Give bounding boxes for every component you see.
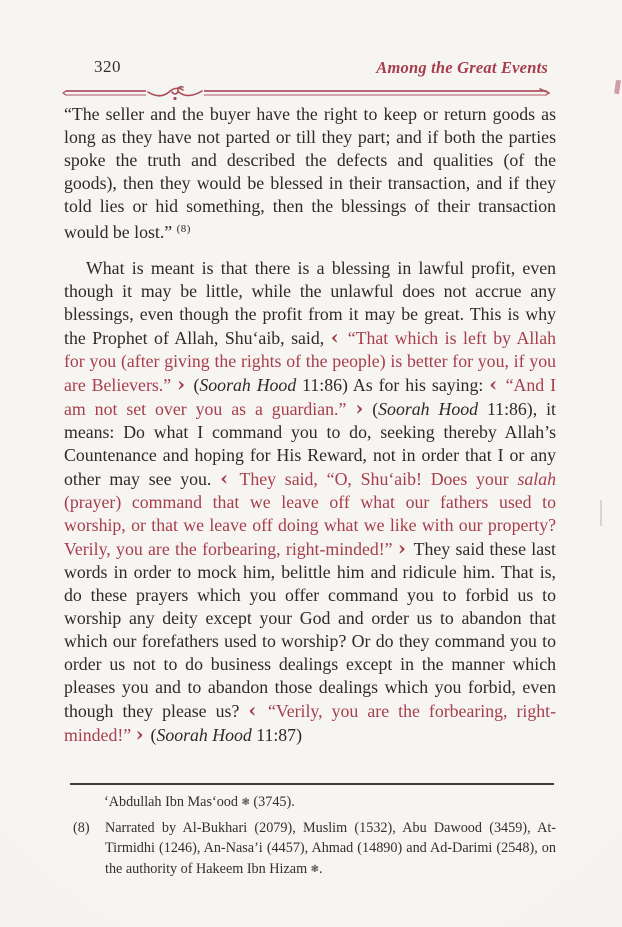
text-segment: Soorah Hood bbox=[199, 375, 297, 395]
text-segment: 11:86), it means: Do what I command you to do, seeking thereby Allah’s Countenance and hoping for His Reward, not in order that I or any other may see you. bbox=[64, 399, 556, 489]
quran-bracket-icon: › bbox=[355, 396, 364, 420]
text-segment: ‘Abdullah Ibn Mas‘ood bbox=[104, 794, 242, 810]
footnote-marker: (8) bbox=[73, 819, 90, 836]
text-segment: 11:86) As for his saying: bbox=[296, 375, 490, 395]
text-segment: (8) bbox=[176, 223, 191, 235]
header-rule bbox=[62, 83, 550, 103]
scan-artifact bbox=[600, 500, 602, 526]
text-segment: ( bbox=[150, 725, 157, 745]
footnote-rule bbox=[70, 783, 554, 785]
footnote-text bbox=[105, 818, 556, 881]
text-segment: Soorah Hood bbox=[156, 725, 252, 745]
text-segment: Narrated by Al-Bukhari (2079), Muslim (1532), Abu Dawood (3459), At-Tirmidhi (1246), An-Nasa’i (4457), Ahmad (14890) and Ad-Darimi (2548), on the authority of Hakeem Ibn Hizam bbox=[105, 819, 556, 877]
text-segment: What is meant is that there is a blessing in lawful profit, even though it may be little, while the unlawful does not accrue any blessings, even though the profit from it may be great. This is why the Prophet of Allah, Shu‘aib, said, bbox=[64, 258, 556, 348]
text-segment: “The seller and the buyer have the right to keep or return goods as long as they have not parted or till they part; and if both the parties spoke the truth and described the defects and qualities (of the goods), then they would be blessed in their transaction, and if they told lies or hid something, then the blessings of their transaction would be lost.” bbox=[64, 104, 556, 242]
body-text bbox=[64, 103, 556, 747]
honorific-icon: ❃ bbox=[310, 863, 319, 875]
text-segment: . bbox=[318, 860, 323, 877]
quran-bracket-icon: ‹ bbox=[220, 466, 240, 490]
quran-bracket-icon: ‹ bbox=[248, 698, 268, 722]
text-segment: Soorah Hood bbox=[378, 399, 478, 419]
text-segment: They said, “O, Shu‘aib! Does your bbox=[239, 469, 518, 489]
text-segment: (3745). bbox=[249, 794, 295, 810]
running-title: Among the Great Events bbox=[376, 58, 548, 77]
page-number: 320 bbox=[94, 57, 121, 76]
quran-bracket-icon: › bbox=[177, 372, 194, 396]
text-segment: salah bbox=[517, 469, 556, 489]
quran-bracket-icon: ‹ bbox=[330, 325, 348, 349]
text-segment: “Verily, you are the forbearing, right-minded!” bbox=[64, 701, 557, 745]
footnote-continuation bbox=[64, 792, 556, 814]
quran-bracket-icon: ‹ bbox=[489, 372, 506, 396]
paragraph bbox=[64, 257, 556, 747]
paragraph bbox=[64, 103, 556, 244]
footnotes bbox=[64, 792, 556, 880]
honorific-icon: ❃ bbox=[241, 797, 250, 808]
text-segment: ( bbox=[363, 399, 379, 419]
text-segment: 11:87) bbox=[251, 725, 302, 745]
text-segment: “And I am not set over you as a guardian.” bbox=[64, 375, 556, 419]
text-segment: (prayer) command that we leave off what our fathers used to worship, or that we leave off doing what we like with our property? Verily, you are the forbearing, right-minded!” bbox=[64, 492, 556, 559]
text-segment: ( bbox=[193, 375, 200, 395]
scan-artifact bbox=[614, 80, 621, 95]
text-segment: They said these last words in order to mock him, belittle him and ridicule him. That is, do these prayers which you offer command you to forbid us to worship any deity except your God and order us to abandon that which our forefathers used to worship? Or do they command you to order us not to do business dealings except in the manner which pleases you and to abandon those dealings which you forbid, even though they please us? bbox=[64, 539, 556, 721]
text-segment: “That which is left by Allah for you (after giving the rights of the people) is better for you, if you are Believers.” bbox=[64, 328, 557, 395]
header-rule-ornament-icon bbox=[62, 83, 550, 103]
quran-bracket-icon: › bbox=[135, 722, 151, 746]
quran-bracket-icon: › bbox=[397, 536, 414, 560]
footnote-item bbox=[64, 818, 556, 881]
